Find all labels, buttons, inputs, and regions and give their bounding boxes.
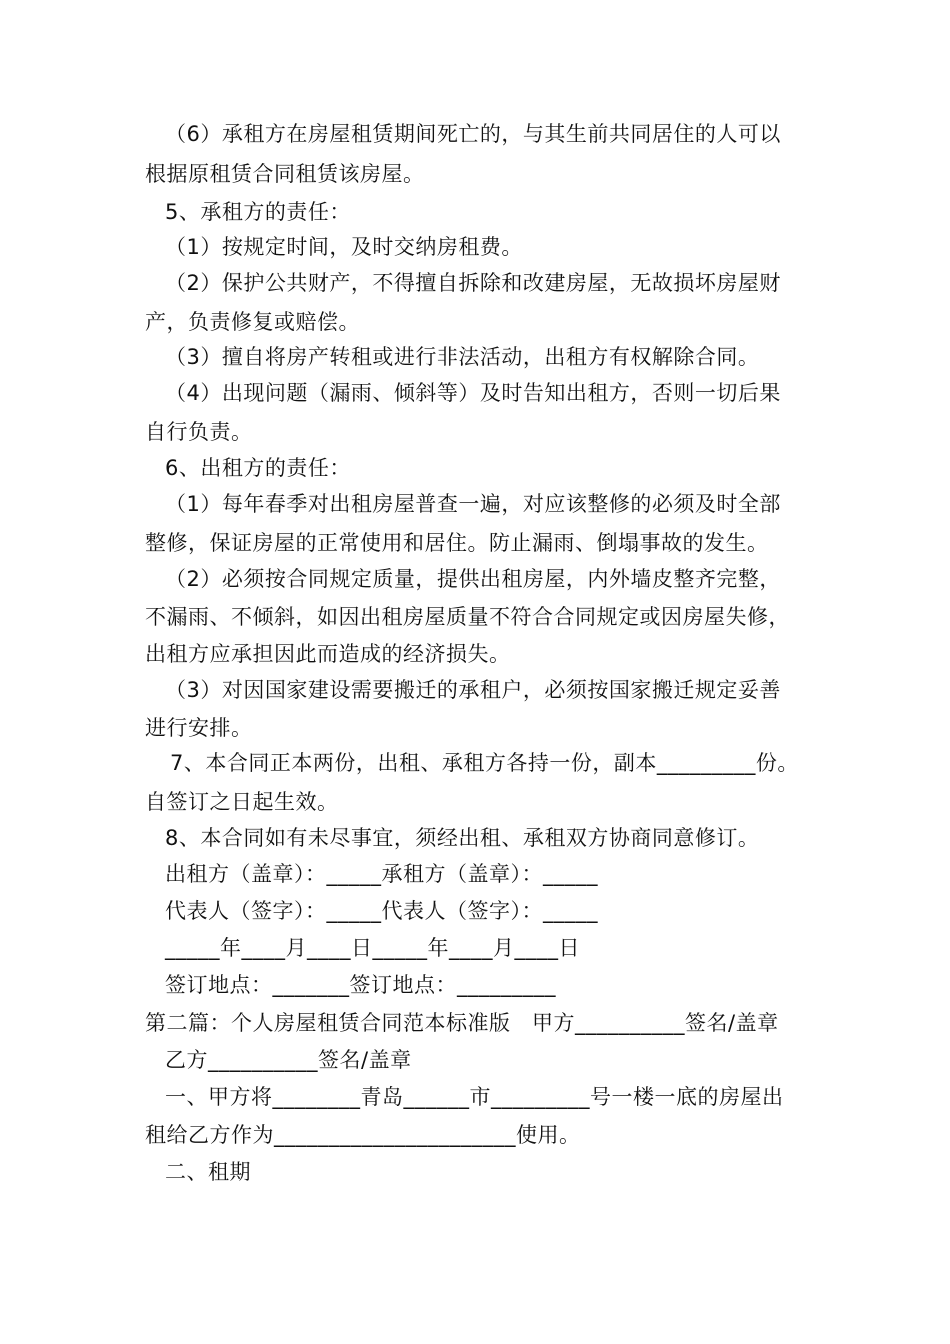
lessor-duty-2-line-3: 出租方应承担因此而造成的经济损失。 [145,642,511,666]
lessee-duty-4-line-1: （4）出现问题（漏雨、倾斜等）及时告知出租方，否则一切后果 [165,381,781,405]
article-2-heading: 二、租期 [165,1160,251,1184]
section-5-heading: 5、承租方的责任： [165,200,351,224]
clause-5-6-line-2: 根据原租赁合同租赁该房屋。 [145,162,425,186]
lessor-duty-1-line-2: 整修，保证房屋的正常使用和居住。防止漏雨、倒塌事故的发生。 [145,531,769,555]
signature-seal-line: 出租方（盖章）：_____承租方（盖章）：_____ [165,862,598,886]
lessee-duty-2-line-2: 产，负责修复或赔偿。 [145,310,360,334]
clause-7-line-2: 自签订之日起生效。 [145,790,339,814]
clause-7-line-1: 7、本合同正本两份，出租、承租方各持一份，副本_________份。 [170,751,799,775]
party-b-line: 乙方__________签名/盖章 [165,1048,412,1072]
article-1-line-2: 租给乙方作为______________________使用。 [145,1123,581,1147]
lessee-duty-2-line-1: （2）保护公共财产，不得擅自拆除和改建房屋，无故损坏房屋财 [165,271,781,295]
article-1-line-1: 一、甲方将________青岛______市_________号一楼一底的房屋出 [165,1085,784,1109]
lessee-duty-3: （3）擅自将房产转租或进行非法活动，出租方有权解除合同。 [165,345,760,369]
representative-signature-line: 代表人（签字）：_____代表人（签字）：_____ [165,899,598,923]
lessor-duty-1-line-1: （1）每年春季对出租房屋普查一遍，对应该整修的必须及时全部 [165,492,781,516]
lessee-duty-4-line-2: 自行负责。 [145,420,253,444]
lessor-duty-3-line-2: 进行安排。 [145,716,253,740]
lessee-duty-1: （1）按规定时间，及时交纳房租费。 [165,235,523,259]
lessor-duty-2-line-1: （2）必须按合同规定质量，提供出租房屋，内外墙皮整齐完整， [165,567,781,591]
clause-5-6-line-1: （6）承租方在房屋租赁期间死亡的，与其生前共同居住的人可以 [165,122,781,146]
lessor-duty-2-line-2: 不漏雨、不倾斜，如因出租房屋质量不符合合同规定或因房屋失修， [145,605,790,629]
section-6-heading: 6、出租方的责任： [165,456,351,480]
signing-place-line: 签订地点：_______签订地点：_________ [165,973,556,997]
part-2-heading: 第二篇：个人房屋租赁合同范本标准版 甲方__________签名/盖章 [145,1011,779,1035]
signing-date-line: _____年____月____日_____年____月____日 [165,936,580,960]
lessor-duty-3-line-1: （3）对因国家建设需要搬迁的承租户，必须按国家搬迁规定妥善 [165,678,781,702]
clause-8: 8、本合同如有未尽事宜，须经出租、承租双方协商同意修订。 [165,826,760,850]
